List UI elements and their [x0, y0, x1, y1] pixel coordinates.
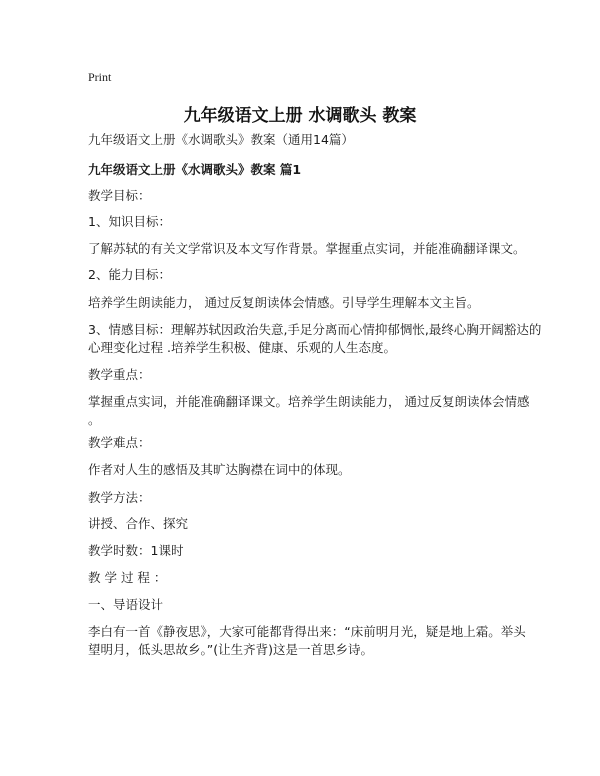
paragraph-key-points-line1: 掌握重点实词，并能准确翻译课文。培养学生朗读能力， 通过反复朗读体会情感	[88, 394, 530, 409]
paragraph-knowledge-goal: 1、知识目标：	[88, 214, 171, 229]
paragraph-ability-goal: 2、能力目标：	[88, 267, 171, 282]
paragraph-ability-detail: 培养学生朗读能力， 通过反复朗读体会情感。引导学生理解本文主旨。	[88, 295, 480, 310]
paragraph-intro-line2: 望明月，低头思故乡。”(让生齐背)这是一首思乡诗。	[88, 642, 373, 657]
paragraph-process: 教 学 过 程 ：	[88, 570, 167, 585]
paragraph-intro-line1: 李白有一首《静夜思》，大家可能都背得出来：“床前明月光，疑是地上霜。举头	[88, 624, 526, 639]
paragraph-key-points: 教学重点：	[88, 367, 151, 382]
document-subtitle: 九年级语文上册《水调歌头》教案（通用14篇）	[88, 132, 354, 147]
section-heading: 九年级语文上册《水调歌头》教案 篇1	[88, 162, 302, 177]
paragraph-methods-detail: 讲授、合作、探究	[88, 516, 189, 531]
paragraph-emotion-goal-line2: 心理变化过程 .培养学生积极、健康、乐观的人生态度。	[88, 340, 396, 355]
print-label: Print	[88, 70, 112, 84]
paragraph-emotion-goal-line1: 3、情感目标：理解苏轼因政治失意,手足分离而心情抑郁惆怅,最终心胸开阔豁达的	[88, 322, 542, 337]
document-title: 九年级语文上册 水调歌头 教案	[183, 106, 417, 126]
paragraph-knowledge-detail: 了解苏轼的有关文学常识及本文写作背景。掌握重点实词，并能准确翻译课文。	[88, 241, 526, 256]
paragraph-difficulties: 教学难点：	[88, 435, 151, 450]
paragraph-intro-design: 一、导语设计	[88, 597, 164, 612]
paragraph-teaching-goals: 教学目标：	[88, 188, 151, 203]
paragraph-methods: 教学方法：	[88, 490, 151, 505]
paragraph-difficulties-detail: 作者对人生的感悟及其旷达胸襟在词中的体现。	[88, 462, 351, 477]
paragraph-key-points-line2: 。	[88, 412, 101, 427]
paragraph-lesson-hours: 教学时数：1课时	[88, 543, 184, 558]
